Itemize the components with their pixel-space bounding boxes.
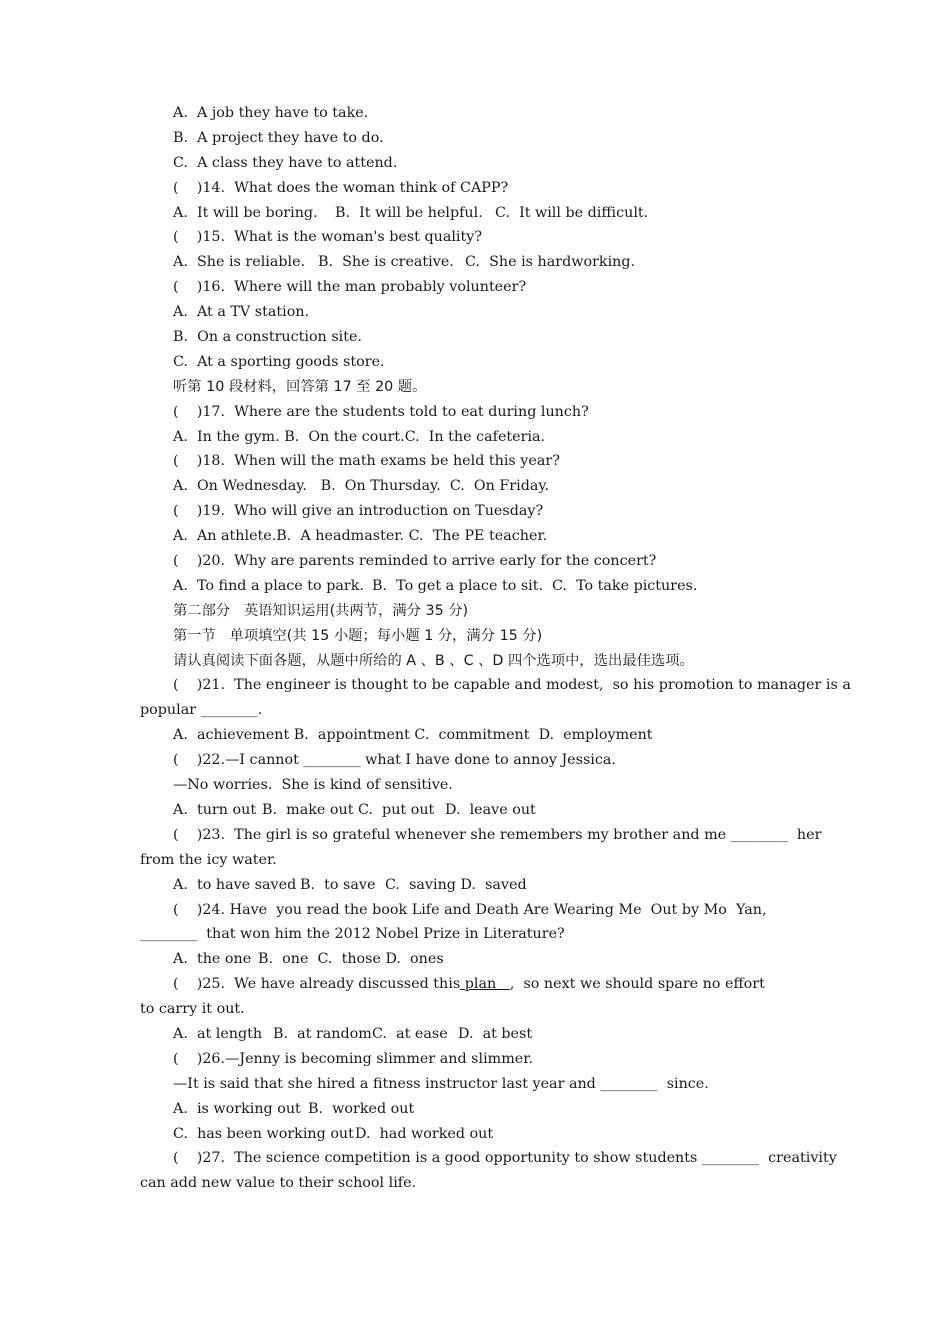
option-row xyxy=(140,873,946,898)
option-b: B. It will be helpful. xyxy=(335,204,483,221)
question-line: ( )26.—Jenny is becoming slimmer and slimmer. xyxy=(173,1050,534,1067)
option-d: D. at best xyxy=(458,1025,533,1042)
question-line: ( )22.—I cannot ________ what I have done to annoy Jessica. xyxy=(173,752,616,769)
option-c: C. has been working out xyxy=(173,1125,354,1142)
option-line: A. In the gym. B. On the court.C. In the cafeteria. xyxy=(173,428,546,445)
question-continuation: popular ________. xyxy=(140,702,263,719)
section-instruction: 请认真阅读下面各题，从题中所给的 A 、B 、C 、D 四个选项中，选出最佳选项。 xyxy=(173,652,694,669)
section-heading: 第一节 单项填空(共 15 小题；每小题 1 分，满分 15 分) xyxy=(173,627,543,644)
question-continuation: ________ that won him the 2012 Nobel Prize in Literature? xyxy=(140,926,565,943)
option-row xyxy=(140,798,946,823)
option-b: B. to save xyxy=(300,876,376,893)
part-heading: 第二部分 英语知识运用(共两节，满分 35 分) xyxy=(173,602,469,619)
option-c-d: C. saving D. saved xyxy=(385,876,527,893)
question-line: ( )17. Where are the students told to eat during lunch? xyxy=(173,403,589,420)
question-line: ( )21. The engineer is thought to be capable and modest, so his promotion to manager is a xyxy=(173,677,851,694)
question-text: , so next we should spare no effort xyxy=(509,976,765,993)
question-text: ( )25. We have already discussed this xyxy=(173,976,461,993)
option-line: A. On Wednesday. B. On Thursday. C. On Friday. xyxy=(173,478,550,495)
option-a: A. at length xyxy=(173,1025,263,1042)
question-continuation: can add new value to their school life. xyxy=(140,1175,417,1192)
question-line: ( )18. When will the math exams be held this year? xyxy=(173,453,560,470)
option-line: A. A job they have to take. xyxy=(173,105,369,121)
option-c: C. She is hardworking. xyxy=(465,254,636,271)
option-line: A. An athlete.B. A headmaster. C. The PE teacher. xyxy=(173,528,548,545)
dialogue-line: —No worries. She is kind of sensitive. xyxy=(173,777,453,794)
option-line: B. On a construction site. xyxy=(173,329,362,346)
option-b: B. at random xyxy=(273,1025,372,1042)
option-d: D. had worked out xyxy=(355,1125,494,1142)
question-line: ( )23. The girl is so grateful whenever she remembers my brother and me ________ her xyxy=(173,826,822,843)
option-a: A. turn out xyxy=(173,801,257,818)
option-b-c: B. make out C. put out xyxy=(262,801,435,818)
question-line xyxy=(140,972,946,997)
question-continuation: from the icy water. xyxy=(140,851,277,868)
option-d: D. leave out xyxy=(445,801,536,818)
option-b-c-d: B. one C. those D. ones xyxy=(258,951,444,968)
question-continuation: to carry it out. xyxy=(140,1001,245,1018)
question-line: ( )15. What is the woman's best quality? xyxy=(173,229,482,246)
option-a: A. To find a place to park. xyxy=(173,577,364,594)
option-line: C. A class they have to attend. xyxy=(173,154,398,171)
option-line: A. At a TV station. xyxy=(173,304,310,321)
option-line: A. achievement B. appointment C. commitment D. employment xyxy=(173,727,653,744)
option-a: A. the one xyxy=(173,951,252,968)
option-row xyxy=(140,250,946,275)
option-a: A. is working out xyxy=(173,1100,301,1117)
option-row xyxy=(140,201,946,226)
option-row xyxy=(140,1122,946,1147)
option-row xyxy=(140,947,946,972)
question-line: ( )27. The science competition is a good opportunity to show students ________ creativity xyxy=(173,1150,837,1167)
option-a: A. It will be boring. xyxy=(173,204,318,221)
option-line: B. A project they have to do. xyxy=(173,129,384,146)
option-row xyxy=(140,574,946,599)
underlined-blank: plan xyxy=(460,976,510,993)
option-row xyxy=(140,1022,946,1047)
option-a: A. She is reliable. xyxy=(173,254,306,271)
section-instruction: 听第 10 段材料，回答第 17 至 20 题。 xyxy=(173,378,427,395)
question-line: ( )24. Have you read the book Life and Death Are Wearing Me Out by Mo Yan, xyxy=(173,901,767,918)
option-c: C. To take pictures. xyxy=(552,577,698,594)
exam-page xyxy=(140,101,946,1196)
question-line: ( )20. Why are parents reminded to arrive early for the concert? xyxy=(173,553,657,570)
option-line: C. At a sporting goods store. xyxy=(173,353,385,370)
question-line: ( )16. Where will the man probably volunteer? xyxy=(173,279,527,296)
option-a: A. to have saved xyxy=(173,876,297,893)
option-row xyxy=(140,1097,946,1122)
option-b: B. She is creative. xyxy=(318,254,454,271)
option-b: B. worked out xyxy=(308,1100,415,1117)
option-c: C. It will be difficult. xyxy=(495,204,649,221)
question-line: ( )14. What does the woman think of CAPP? xyxy=(173,179,509,196)
option-c: C. at ease xyxy=(372,1025,448,1042)
question-line: ( )19. Who will give an introduction on Tuesday? xyxy=(173,503,544,520)
dialogue-line: —It is said that she hired a fitness instructor last year and ________ since. xyxy=(173,1075,709,1092)
option-b: B. To get a place to sit. xyxy=(372,577,544,594)
